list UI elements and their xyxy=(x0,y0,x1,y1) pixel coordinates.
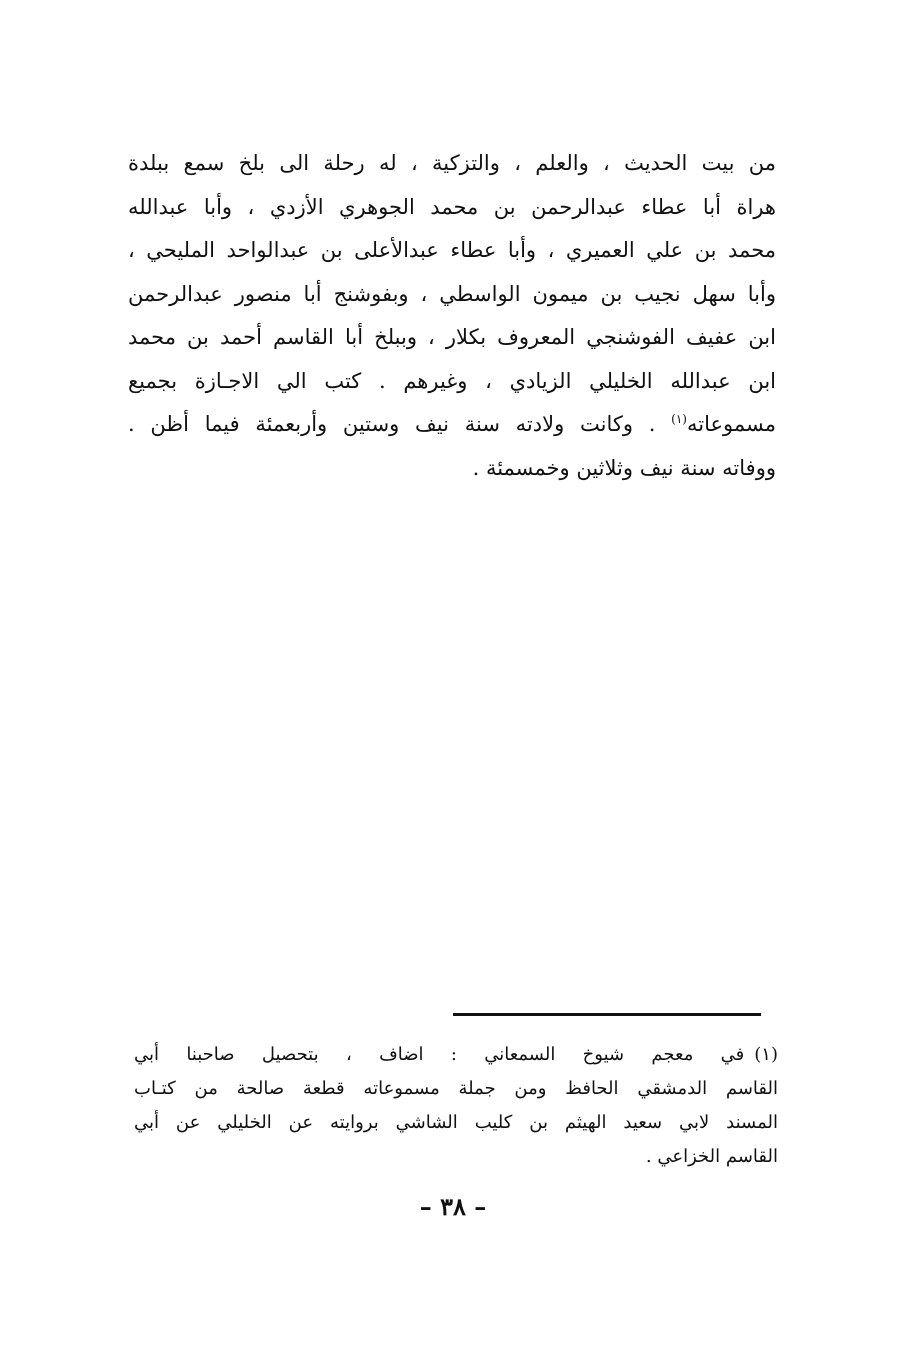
footnote-line-3: المسند لابي سعيد الهيثم بن كليب الشاشي بروايته عن الخليلي عن أبي xyxy=(134,1112,778,1133)
text-line-7-lead: مسموعاته xyxy=(686,412,776,436)
text-line-7: مسموعاته$^{(١)}$ . وكانت ولادته سنة نيف وستين وأربعمئة فيما أظن . xyxy=(128,412,776,436)
text-line-3: محمد بن علي العميري ، وأبا عطاء عبدالأعلى بن عبدالواحد المليحي ، xyxy=(128,238,776,262)
footnote-number: (١) xyxy=(754,1044,778,1065)
text-line-4: وأبا سهل نجيب بن ميمون الواسطي ، وبفوشنج أبا منصور عبدالرحمن xyxy=(128,281,776,306)
page-number: – ٣٨ – xyxy=(419,1192,487,1221)
text-line-1: من بيت الحديث ، والعلم ، والتزكية ، له رحلة الى بلخ سمع ببلدة xyxy=(128,151,776,175)
footnote-reference: (١) xyxy=(671,412,687,426)
footnote-line-4: القاسم الخزاعي . xyxy=(645,1146,778,1167)
text-line-6: ابن عبدالله الخليلي الزيادي ، وغيرهم . كتب الي الاجـازة بجميع xyxy=(128,368,776,393)
text-line-5: ابن عفيف الفوشنجي المعروف بكلار ، وببلخ أبا القاسم أحمد بن محمد xyxy=(128,325,776,349)
footnote-line-1-text: في معجم شيوخ السمعاني : اضاف ، بتحصيل صاحبنا أبي xyxy=(134,1044,745,1065)
text-line-2: هراة أبا عطاء عبدالرحمن بن محمد الجوهري الأزدي ، وأبا عبدالله xyxy=(128,194,776,219)
footnote-divider xyxy=(453,1013,761,1016)
text-line-8: ووفاته سنة نيف وثلاثين وخمسمئة . xyxy=(472,455,776,480)
text-line-7-rest: وكانت ولادته سنة نيف وستين وأربعمئة فيما أظن . xyxy=(128,412,633,436)
footnote-line-1 xyxy=(134,1038,778,1072)
main-text-block xyxy=(128,142,776,490)
footnote-line-2: القاسم الدمشقي الحافظ ومن جملة مسموعاته قطعة صالحة من كتـاب xyxy=(134,1078,778,1099)
footnote-block xyxy=(134,1038,778,1174)
